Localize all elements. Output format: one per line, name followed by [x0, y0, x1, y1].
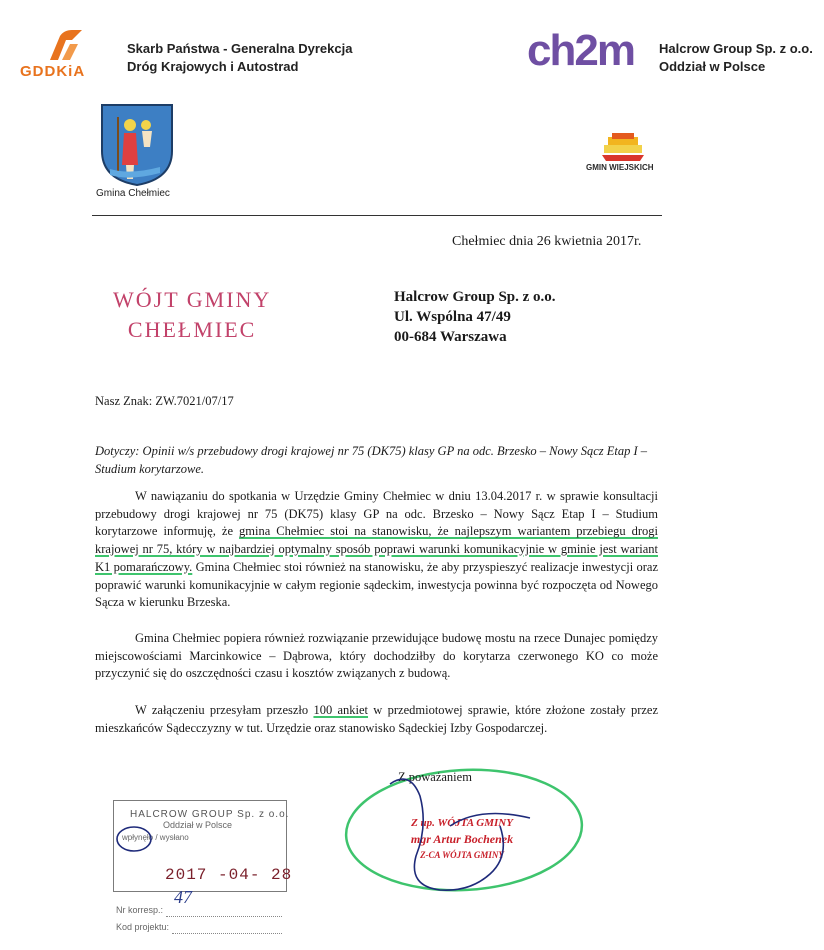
nr-korresp-dotted-line [166, 916, 282, 917]
blue-circle-mark [114, 823, 154, 855]
gddkia-name [127, 40, 352, 76]
gmin-wiejskich-emblem-icon [598, 133, 648, 163]
gmina-caption: Gmina Chełmiec [96, 188, 170, 199]
stamp-line2: CHEŁMIEC [127, 317, 257, 342]
gddkia-logo [42, 28, 88, 67]
body-paragraph-3 [95, 702, 658, 737]
gddkia-name-line2: Dróg Krajowych i Autostrad [127, 59, 299, 74]
kod-projektu-dotted-line [172, 933, 282, 934]
gmin-wiejskich-text: GMIN WIEJSKICH [586, 163, 654, 172]
addressee-line3: 00-684 Warszawa [394, 329, 507, 345]
body-paragraph-1 [95, 488, 658, 612]
halcrow-name [659, 40, 813, 76]
gddkia-road-icon [42, 28, 88, 62]
received-date: 2017 -04- 28 [165, 866, 293, 884]
handwritten-signature [380, 766, 560, 906]
header-divider [92, 215, 662, 216]
halcrow-name-line1: Halcrow Group Sp. z o.o. [659, 41, 813, 56]
signature-line2: mgr Artur Bochenek [410, 832, 514, 846]
wojt-gminy-stamp [113, 285, 271, 345]
halcrow-name-line2: Oddział w Polsce [659, 59, 766, 74]
gmina-coat-of-arms [100, 103, 174, 192]
letter-date: Chełmiec dnia 26 kwietnia 2017r. [452, 234, 642, 249]
received-stamp-label: wpłynęło / wysłano [122, 833, 189, 842]
paragraph1-intro: W nawiązaniu do spotkania w Urzędzie Gminy Chełmiec w dniu 13.04.2017 r. w sprawie konsultacji przebudowy drogi krajowej nr 75 (DK75) klasy GP na odc. Brzesko – Nowy Sącz Etap I – Studium korytarzowe informuję, że [95, 489, 658, 539]
ch2m-logo: ch2m [527, 26, 634, 75]
signature-line1: Z up. WÓJTA GMINY [411, 817, 513, 829]
gddkia-logo-text: GDDKiA [20, 63, 86, 80]
paragraph3-intro: W załączeniu przesyłam przeszło [135, 703, 314, 717]
paragraph3-rest: w przedmiotowej sprawie, które złożone zostały przez mieszkańców Sądecczyzny w tut. Urzędzie oraz stanowisko Sądeckiej Izby Gospodarczej. [95, 703, 659, 735]
nr-korresp-value: 47 [174, 887, 192, 907]
paragraph1-rest: Gmina Chełmiec stoi również na stanowisku, że aby przyspieszyć realizacje inwestycji oraz poprawić warunki komunikacyjnie w całym regionie sądeckim, inwestycja powinna być rozpoczęta od Nowego Sącza w kierunku Brzeska. [95, 559, 659, 610]
paragraph1-highlight: gmina Chełmiec stoi na stanowisku, że najlepszym wariantem przebiegu drogi krajowej nr 75, który w najbardziej optymalny sposób poprawi warunki komunikacyjnie w gminie jest wariant K1 pomarańczowy. [95, 524, 658, 574]
nr-korresp-label: Nr korresp.: [116, 905, 164, 915]
addressee-block [394, 287, 556, 347]
reference-number: Nasz Znak: ZW.7021/07/17 [95, 394, 234, 408]
stamp-line1: WÓJT GMINY [113, 287, 272, 312]
received-stamp-department: Oddział w Polsce [163, 820, 233, 830]
received-stamp-company: HALCROW GROUP Sp. z o.o. [130, 809, 290, 820]
paragraph3-highlight: 100 ankiet [313, 703, 369, 717]
kod-projektu-label: Kod projektu: [116, 922, 170, 932]
gddkia-name-line1: Skarb Państwa - Generalna Dyrekcja [127, 41, 353, 56]
signature-closing: Z poważaniem [398, 770, 472, 784]
addressee-line1: Halcrow Group Sp. z o.o. [394, 289, 556, 305]
addressee-line2: Ul. Wspólna 47/49 [394, 309, 511, 325]
coat-of-arms-icon [100, 103, 174, 187]
letter-subject: Dotyczy: Opinii w/s przebudowy drogi krajowej nr 75 (DK75) klasy GP na odc. Brzesko – Nowy Sącz Etap I – Studium korytarzowe. [95, 444, 648, 476]
signature-line3: Z-CA WÓJTA GMINY [420, 850, 504, 860]
body-paragraph-2: Gmina Chełmiec popiera również rozwiązanie przewidujące budowę mostu na rzece Dunajec pomiędzy miejscowościami Marcinkowice – Dąbrowa, który dochodziłby do korytarza czerwonego KO co może przyczynić się do oszczędności czasu i kosztów związanych z budową. [95, 631, 658, 681]
